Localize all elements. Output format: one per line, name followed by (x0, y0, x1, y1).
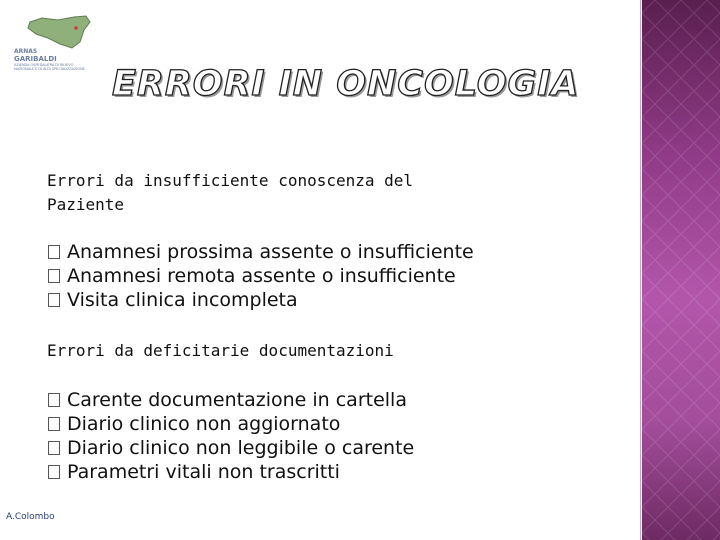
list-item (48, 388, 414, 412)
bullet-box-icon (48, 269, 60, 283)
list-item (48, 460, 414, 484)
logo-line-4: NAZIONALE E DI ALTA SPECIALIZZAZIONE (14, 67, 85, 71)
list-item-text: Anamnesi remota assente o insufficiente (67, 265, 456, 287)
section-1-list (48, 240, 474, 312)
logo-text (14, 48, 85, 71)
section-2-heading: Errori da deficitarie documentazioni (47, 341, 394, 360)
bullet-box-icon (48, 393, 60, 407)
diamond-pattern (642, 0, 720, 540)
bullet-box-icon (48, 417, 60, 431)
bullet-box-icon (48, 293, 60, 307)
section-2-list (48, 388, 414, 484)
list-item (48, 412, 414, 436)
list-item-text: Diario clinico non aggiornato (67, 413, 341, 435)
divider-line (640, 0, 641, 540)
list-item (48, 436, 414, 460)
logo-line-1: ARNAS (14, 48, 38, 55)
list-item-text: Anamnesi prossima assente o insufficiente (67, 241, 474, 263)
list-item (48, 240, 474, 264)
logo-line-2: GARIBALDI (14, 55, 57, 63)
logo-line-3: AZIENDA OSPEDALIERA DI RILIEVO (14, 63, 74, 67)
footer-author: A.Colombo (6, 512, 55, 522)
list-item (48, 264, 474, 288)
hospital-logo (14, 14, 96, 70)
bullet-box-icon (48, 465, 60, 479)
list-item-text: Parametri vitali non trascritti (67, 461, 340, 483)
sicily-map-icon (14, 14, 96, 50)
slide-title: ERRORI IN ONCOLOGIA (112, 64, 580, 104)
list-item-text: Visita clinica incompleta (67, 289, 298, 311)
list-item (48, 288, 474, 312)
bullet-box-icon (48, 441, 60, 455)
decorative-side-panel (642, 0, 720, 540)
bullet-box-icon (48, 245, 60, 259)
list-item-text: Carente documentazione in cartella (67, 389, 407, 411)
section-1-heading: Errori da insufficiente conoscenza del Paziente (47, 171, 414, 214)
list-item-text: Diario clinico non leggibile o carente (67, 437, 415, 459)
